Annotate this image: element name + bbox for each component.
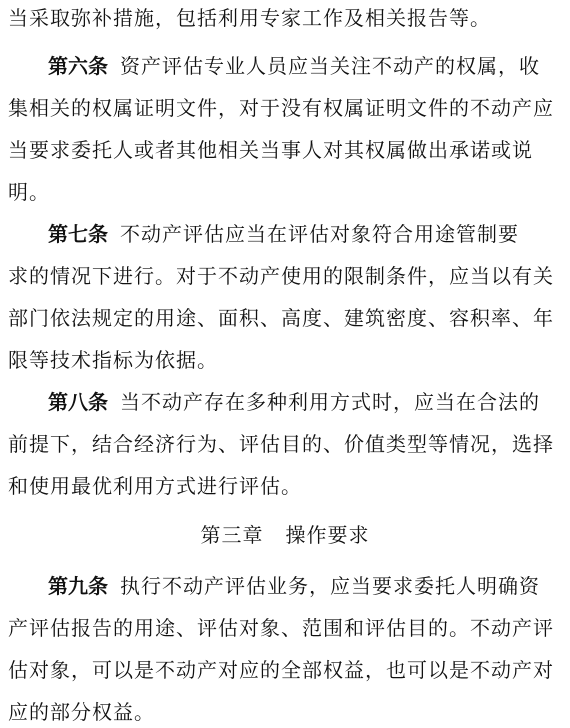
text-line: 限等技术指标为依据。 (8, 348, 218, 372)
text-line: 和使用最优利用方式进行评估。 (8, 474, 302, 498)
text-line: 应的部分权益。 (8, 700, 155, 724)
text-line: 明。 (8, 180, 50, 204)
article-7-text: 不动产评估应当在评估对象符合用途管制要 (120, 222, 519, 246)
article-6-line-1 (48, 54, 564, 78)
article-6-number: 第六条 (48, 54, 108, 78)
text-line: 当采取弥补措施，包括利用专家工作及相关报告等。 (8, 6, 491, 30)
text-line: 估对象，可以是不动产对应的全部权益，也可以是不动产对 (8, 658, 554, 682)
article-7-line-1 (48, 222, 564, 246)
text-line: 产评估报告的用途、评估对象、范围和评估目的。不动产评 (8, 616, 554, 640)
article-9-line-1 (48, 574, 564, 598)
article-8-line-1 (48, 390, 564, 414)
article-6-text: 资产评估专业人员应当关注不动产的权属，收 (120, 54, 540, 78)
article-8-number: 第八条 (48, 390, 108, 414)
article-9-number: 第九条 (48, 574, 108, 598)
article-8-text: 当不动产存在多种利用方式时，应当在合法的 (120, 390, 540, 414)
article-7-number: 第七条 (48, 222, 108, 246)
chapter-heading: 第三章 操作要求 (200, 523, 370, 547)
text-line: 前提下，结合经济行为、评估目的、价值类型等情况，选择 (8, 432, 554, 456)
text-line: 集相关的权属证明文件，对于没有权属证明文件的不动产应 (8, 96, 554, 120)
text-line: 部门依法规定的用途、面积、高度、建筑密度、容积率、年 (8, 306, 554, 330)
text-line: 当要求委托人或者其他相关当事人对其权属做出承诺或说 (8, 138, 533, 162)
text-line: 求的情况下进行。对于不动产使用的限制条件，应当以有关 (8, 264, 554, 288)
article-9-text: 执行不动产评估业务，应当要求委托人明确资 (120, 574, 540, 598)
